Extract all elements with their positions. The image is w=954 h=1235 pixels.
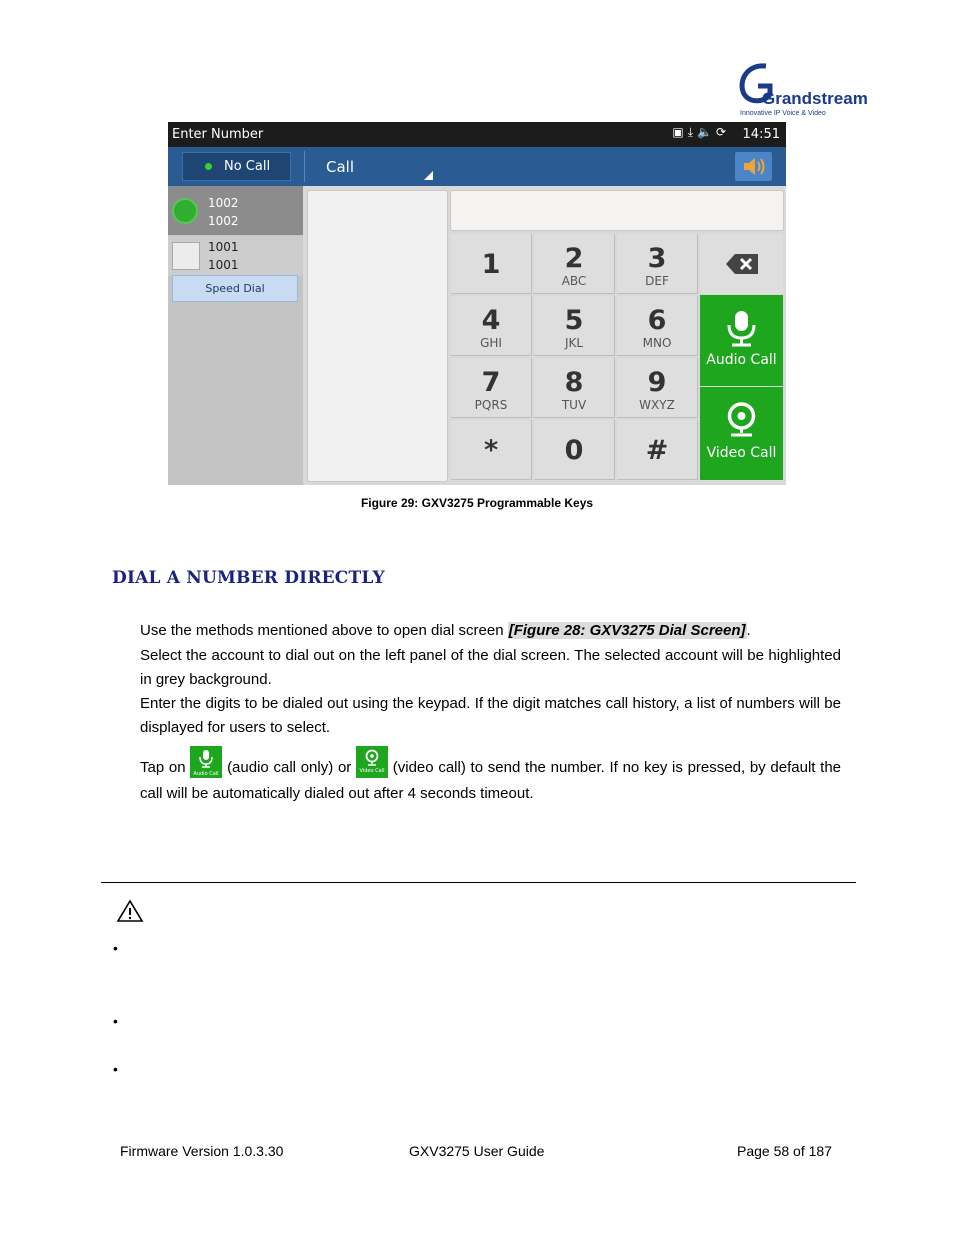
svg-text:Video Call: Video Call [359,768,385,774]
figure-caption: Figure 29: GXV3275 Programmable Keys [360,496,594,510]
clock: 14:51 [742,127,780,142]
key-letters: PQRS [474,398,508,412]
key-digit: * [483,435,499,466]
top-bar [168,147,786,186]
dropdown-corner-icon [424,171,433,180]
status-icons: ▣⤓🔈⟳ [672,125,730,139]
figure-reference-link[interactable]: [Figure 28: GXV3275 Dial Screen] [508,622,746,639]
horizontal-rule [101,882,856,883]
account-item-selected[interactable]: 1002 1002 [168,186,303,235]
footer-page-number: Page 58 of 187 [737,1143,832,1159]
suggestion-list [307,190,448,482]
key-letters: WXYZ [639,398,675,412]
key-digit: 1 [481,249,501,280]
backspace-button[interactable] [700,234,783,294]
keypad-key[interactable] [534,420,615,480]
keypad-key[interactable] [534,234,615,294]
status-bar [168,122,786,147]
svg-text:Audio Call: Audio Call [193,771,219,777]
keypad-key[interactable] [451,420,532,480]
bullet-icon: • [113,1013,118,1029]
paragraph-enter-digits: Enter the digits to be dialed out using the keypad. If the digit matches call history, a list of numbers will be displayed for users to select. [140,695,841,736]
key-digit: 7 [481,367,501,398]
status-dot-icon [205,163,212,170]
keypad-key[interactable] [451,234,532,294]
keypad-key[interactable] [534,358,615,418]
key-digit: 2 [564,243,584,274]
bullet-icon: • [113,940,118,956]
keypad-key[interactable] [451,358,532,418]
screen-title: Enter Number [172,127,264,142]
inline-audio-call-icon [190,746,222,778]
key-letters: MNO [642,336,672,350]
keypad-key[interactable] [617,296,698,356]
svg-text:Grandstream: Grandstream [762,89,868,108]
key-digit: 8 [564,367,584,398]
number-input[interactable] [450,190,784,231]
inline-video-call-icon [356,746,388,778]
divider [304,151,305,182]
keypad-key[interactable] [534,296,615,356]
key-digit: 0 [564,435,584,466]
keypad [451,234,699,480]
key-digit: 4 [481,305,501,336]
keypad-key[interactable] [451,296,532,356]
svg-text:Innovative IP Voice & Video: Innovative IP Voice & Video [740,110,826,117]
speaker-button[interactable] [735,152,772,181]
account-panel [168,186,303,485]
section-heading: DIAL A NUMBER DIRECTLY [112,568,385,588]
paragraph-open-dial: Use the methods mentioned above to open dial screen [Figure 28: GXV3275 Dial Screen]. [140,622,751,639]
account-avatar-icon [172,198,198,224]
warning-icon [116,899,144,923]
audio-call-button[interactable]: Audio Call [700,295,783,386]
key-digit: # [645,435,669,466]
keypad-key[interactable] [617,420,698,480]
bullet-icon: • [113,1061,118,1077]
key-digit: 9 [647,367,667,398]
grandstream-logo [736,60,868,118]
key-letters: DEF [645,274,669,288]
paragraph-tap-to-call: Tap on Audio Call (audio call only) or Video Call (video call) to send the number. If no key is pressed, by default the call will be automatically dialed out after 4 seconds timeout. [140,746,841,807]
backspace-icon [700,234,783,294]
key-letters: TUV [561,398,587,412]
speaker-icon [735,152,772,181]
key-letters: ABC [561,274,587,288]
contact-avatar-icon [172,242,200,270]
keypad-key[interactable] [617,234,698,294]
key-digit: 5 [564,305,584,336]
call-status-button[interactable]: No Call [182,152,291,181]
call-tab[interactable]: Call [326,158,355,176]
key-letters: GHI [480,336,502,350]
key-digit: 6 [647,305,667,336]
paragraph-select-account: Select the account to dial out on the left panel of the dial screen. The selected account will be highlighted in grey background. [140,647,841,688]
key-digit: 3 [647,243,667,274]
dial-screen-screenshot [168,122,786,485]
speed-dial-button[interactable]: Speed Dial [172,275,298,302]
footer-firmware-version: Firmware Version 1.0.3.30 [120,1143,284,1159]
account-item[interactable]: 1001 1001 [168,236,303,276]
keypad-key[interactable] [617,358,698,418]
footer-guide-title: GXV3275 User Guide [409,1143,545,1159]
key-letters: JKL [564,336,584,350]
video-call-button[interactable]: Video Call [700,387,783,480]
